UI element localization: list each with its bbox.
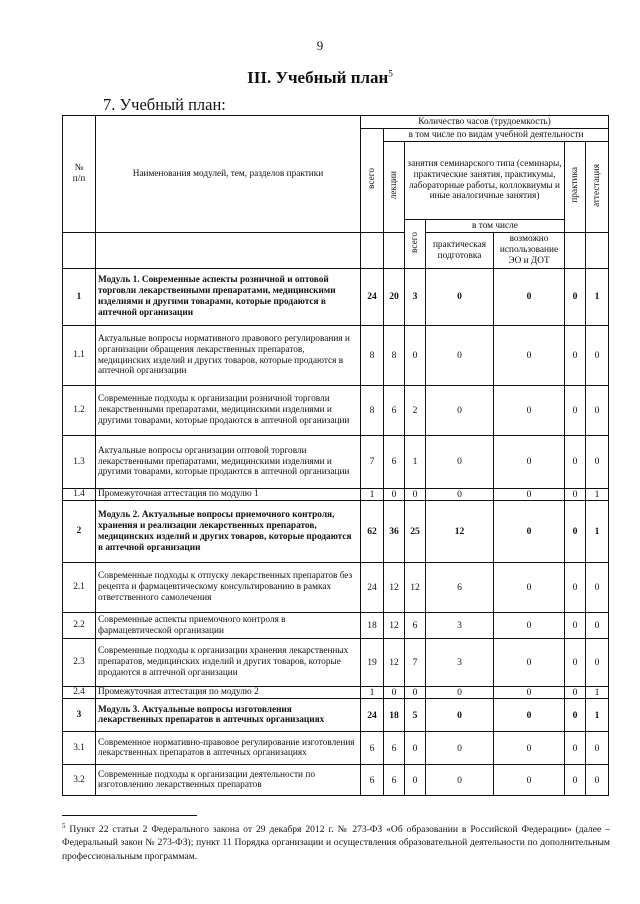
footnote-reference: 5 bbox=[388, 68, 393, 79]
row-number: 3.2 bbox=[63, 765, 96, 796]
seminar-cell: 0 bbox=[405, 687, 426, 699]
subtitle: 7. Учебный план: bbox=[103, 95, 226, 114]
row-title: Актуальные вопросы организации оптовой торговли лекарственными препаратами, медицинскими изделиями и другими товарами, которые продаются в аптечной организации bbox=[96, 436, 361, 489]
row-title: Промежуточная аттестация по модулю 1 bbox=[96, 489, 361, 501]
practice-cell: 0 bbox=[565, 436, 586, 489]
topic-row bbox=[63, 386, 609, 436]
row-title: Современные подходы к организации розничной торговли лекарственными препаратами, медицинскими изделиями и другими товарами, которые продаются в аптечной организации bbox=[96, 386, 361, 436]
section-title-text: III. Учебный план bbox=[247, 68, 389, 87]
header-including: в том числе bbox=[426, 220, 565, 233]
total-hours-cell: 1 bbox=[361, 489, 384, 501]
practical-training-cell: 12 bbox=[426, 501, 494, 563]
row-title: Современные подходы к отпуску лекарственных препаратов без рецепта и фармацевтическому консультированию в рамках ответственного самолечения bbox=[96, 563, 361, 613]
attestation-cell: 0 bbox=[586, 639, 609, 687]
practice-cell: 0 bbox=[565, 732, 586, 765]
seminar-cell: 1 bbox=[405, 436, 426, 489]
footnote-mark: 5 bbox=[62, 822, 66, 830]
distance-learning-cell: 0 bbox=[494, 732, 565, 765]
lectures-cell: 6 bbox=[384, 436, 405, 489]
practice-cell: 0 bbox=[565, 687, 586, 699]
practice-cell: 0 bbox=[565, 699, 586, 732]
distance-learning-cell: 0 bbox=[494, 687, 565, 699]
header-seminar: занятия семинарского типа (семинары, практические занятия, практикумы, лабораторные работы, коллоквиумы и иные аналогичные занятия) bbox=[405, 142, 565, 220]
topic-row bbox=[63, 639, 609, 687]
total-hours-cell: 7 bbox=[361, 436, 384, 489]
total-hours-cell: 24 bbox=[361, 699, 384, 732]
total-hours-cell: 62 bbox=[361, 501, 384, 563]
distance-learning-cell: 0 bbox=[494, 436, 565, 489]
attestation-cell: 1 bbox=[586, 269, 609, 326]
lectures-cell: 8 bbox=[384, 326, 405, 386]
topic-row bbox=[63, 613, 609, 639]
page-number: 9 bbox=[316, 38, 324, 53]
attestation-cell: 0 bbox=[586, 732, 609, 765]
row-title: Современные аспекты приемочного контроля в фармацевтической организации bbox=[96, 613, 361, 639]
attestation-cell: 0 bbox=[586, 326, 609, 386]
attestation-cell: 0 bbox=[586, 613, 609, 639]
practical-training-cell: 0 bbox=[426, 326, 494, 386]
header-lectures: лекции bbox=[384, 142, 405, 233]
row-number: 1 bbox=[63, 269, 96, 326]
topic-row bbox=[63, 326, 609, 386]
lectures-cell: 6 bbox=[384, 765, 405, 796]
distance-learning-cell: 0 bbox=[494, 639, 565, 687]
lectures-cell: 6 bbox=[384, 732, 405, 765]
practical-training-cell: 0 bbox=[426, 687, 494, 699]
lectures-cell: 0 bbox=[384, 489, 405, 501]
header-attestation: аттестация bbox=[586, 142, 609, 233]
table-body bbox=[63, 269, 609, 796]
module-row bbox=[63, 269, 609, 326]
lectures-cell: 18 bbox=[384, 699, 405, 732]
practical-training-cell: 0 bbox=[426, 269, 494, 326]
seminar-cell: 6 bbox=[405, 613, 426, 639]
attestation-cell: 0 bbox=[586, 386, 609, 436]
practical-training-cell: 0 bbox=[426, 732, 494, 765]
table-header bbox=[63, 116, 609, 269]
lectures-cell: 20 bbox=[384, 269, 405, 326]
header-spacer bbox=[384, 233, 405, 269]
row-title: Модуль 3. Актуальные вопросы изготовления лекарственных препаратов в аптечных организациях bbox=[96, 699, 361, 732]
practice-cell: 0 bbox=[565, 386, 586, 436]
row-title: Промежуточная аттестация по модулю 2 bbox=[96, 687, 361, 699]
practice-cell: 0 bbox=[565, 639, 586, 687]
seminar-cell: 0 bbox=[405, 326, 426, 386]
practice-cell: 0 bbox=[565, 269, 586, 326]
practical-training-cell: 0 bbox=[426, 436, 494, 489]
total-hours-cell: 19 bbox=[361, 639, 384, 687]
row-number: 1.4 bbox=[63, 489, 96, 501]
attestation-cell: 1 bbox=[586, 687, 609, 699]
topic-row bbox=[63, 687, 609, 699]
distance-learning-cell: 0 bbox=[494, 613, 565, 639]
header-practice: практика bbox=[565, 142, 586, 233]
row-title: Современное нормативно-правовое регулирование изготовления лекарственных препаратов в аптечных организациях bbox=[96, 732, 361, 765]
practice-cell: 0 bbox=[565, 501, 586, 563]
lectures-cell: 12 bbox=[384, 613, 405, 639]
practice-cell: 0 bbox=[565, 489, 586, 501]
seminar-cell: 3 bbox=[405, 269, 426, 326]
row-number: 2 bbox=[63, 501, 96, 563]
total-hours-cell: 8 bbox=[361, 326, 384, 386]
total-hours-cell: 6 bbox=[361, 765, 384, 796]
practical-training-cell: 3 bbox=[426, 613, 494, 639]
header-spacer bbox=[96, 233, 361, 269]
row-number: 3 bbox=[63, 699, 96, 732]
seminar-cell: 0 bbox=[405, 732, 426, 765]
header-distance-learning: возможно использование ЭО и ДОТ bbox=[494, 233, 565, 269]
lectures-cell: 0 bbox=[384, 687, 405, 699]
section-title bbox=[0, 68, 640, 88]
attestation-cell: 0 bbox=[586, 436, 609, 489]
topic-row bbox=[63, 563, 609, 613]
total-hours-cell: 24 bbox=[361, 269, 384, 326]
topic-row bbox=[63, 436, 609, 489]
seminar-cell: 0 bbox=[405, 489, 426, 501]
study-plan-table bbox=[62, 115, 609, 796]
header-by-activity: в том числе по видам учебной деятельности bbox=[384, 129, 609, 142]
header-spacer bbox=[361, 233, 384, 269]
practical-training-cell: 3 bbox=[426, 639, 494, 687]
practical-training-cell: 0 bbox=[426, 386, 494, 436]
row-title: Актуальные вопросы нормативного правового регулирования и организации обращения лекарственных препаратов, медицинских изделий и других товаров, которые продаются в аптечной организации bbox=[96, 326, 361, 386]
row-title: Современные подходы к организации хранения лекарственных препаратов, медицинских изделий и других товаров, которые продаются в аптечной организации bbox=[96, 639, 361, 687]
header-practical-training: практическая подготовка bbox=[426, 233, 494, 269]
practice-cell: 0 bbox=[565, 326, 586, 386]
row-title: Модуль 2. Актуальные вопросы приемочного контроля, хранения и реализации лекарственных препаратов, медицинских изделий и других товаров, которые продаются в аптечной организации bbox=[96, 501, 361, 563]
total-hours-cell: 24 bbox=[361, 563, 384, 613]
topic-row bbox=[63, 732, 609, 765]
seminar-cell: 0 bbox=[405, 765, 426, 796]
distance-learning-cell: 0 bbox=[494, 699, 565, 732]
total-hours-cell: 1 bbox=[361, 687, 384, 699]
total-hours-cell: 18 bbox=[361, 613, 384, 639]
distance-learning-cell: 0 bbox=[494, 269, 565, 326]
row-number: 1.1 bbox=[63, 326, 96, 386]
distance-learning-cell: 0 bbox=[494, 386, 565, 436]
topic-row bbox=[63, 489, 609, 501]
module-row bbox=[63, 699, 609, 732]
topic-row bbox=[63, 765, 609, 796]
lectures-cell: 12 bbox=[384, 563, 405, 613]
attestation-cell: 0 bbox=[586, 563, 609, 613]
practical-training-cell: 0 bbox=[426, 699, 494, 732]
row-number: 2.1 bbox=[63, 563, 96, 613]
distance-learning-cell: 0 bbox=[494, 326, 565, 386]
distance-learning-cell: 0 bbox=[494, 765, 565, 796]
header-hours: Количество часов (трудоемкость) bbox=[361, 116, 609, 129]
module-row bbox=[63, 501, 609, 563]
row-title: Современные подходы к организации деятельности по изготовлению лекарственных препаратов bbox=[96, 765, 361, 796]
header-spacer bbox=[565, 233, 586, 269]
lectures-cell: 12 bbox=[384, 639, 405, 687]
header-seminar-total: всего bbox=[405, 220, 426, 269]
seminar-cell: 25 bbox=[405, 501, 426, 563]
seminar-cell: 12 bbox=[405, 563, 426, 613]
seminar-cell: 5 bbox=[405, 699, 426, 732]
seminar-cell: 7 bbox=[405, 639, 426, 687]
row-number: 1.2 bbox=[63, 386, 96, 436]
header-name: Наименования модулей, тем, разделов практики bbox=[96, 116, 361, 233]
distance-learning-cell: 0 bbox=[494, 563, 565, 613]
seminar-cell: 2 bbox=[405, 386, 426, 436]
practical-training-cell: 0 bbox=[426, 489, 494, 501]
practice-cell: 0 bbox=[565, 563, 586, 613]
practical-training-cell: 0 bbox=[426, 765, 494, 796]
practice-cell: 0 bbox=[565, 613, 586, 639]
lectures-cell: 36 bbox=[384, 501, 405, 563]
total-hours-cell: 8 bbox=[361, 386, 384, 436]
header-number: № п/п bbox=[63, 116, 96, 233]
total-hours-cell: 6 bbox=[361, 732, 384, 765]
row-title: Модуль 1. Современные аспекты розничной и оптовой торговли лекарственными препаратами, медицинскими изделиями и другими товарами, которые продаются в аптечной организации bbox=[96, 269, 361, 326]
footnote-text: Пункт 22 статьи 2 Федерального закона от 29 декабря 2012 г. № 273-ФЗ «Об образовании в Российской Федерации» (далее – Федеральный закон № 273-ФЗ); пункт 11 Порядка организации и осуществления образовательной деятельности по дополнительным профессиональным программам. bbox=[62, 824, 610, 862]
row-number: 2.2 bbox=[63, 613, 96, 639]
attestation-cell: 0 bbox=[586, 765, 609, 796]
attestation-cell: 1 bbox=[586, 501, 609, 563]
footnote-divider bbox=[62, 815, 197, 816]
row-number: 2.4 bbox=[63, 687, 96, 699]
header-total: всего bbox=[361, 129, 384, 233]
row-number: 2.3 bbox=[63, 639, 96, 687]
header-spacer bbox=[586, 233, 609, 269]
distance-learning-cell: 0 bbox=[494, 501, 565, 563]
row-number: 3.1 bbox=[63, 732, 96, 765]
practical-training-cell: 6 bbox=[426, 563, 494, 613]
distance-learning-cell: 0 bbox=[494, 489, 565, 501]
attestation-cell: 1 bbox=[586, 489, 609, 501]
header-spacer bbox=[63, 233, 96, 269]
row-number: 1.3 bbox=[63, 436, 96, 489]
attestation-cell: 1 bbox=[586, 699, 609, 732]
practice-cell: 0 bbox=[565, 765, 586, 796]
footnote bbox=[62, 822, 610, 863]
lectures-cell: 6 bbox=[384, 386, 405, 436]
